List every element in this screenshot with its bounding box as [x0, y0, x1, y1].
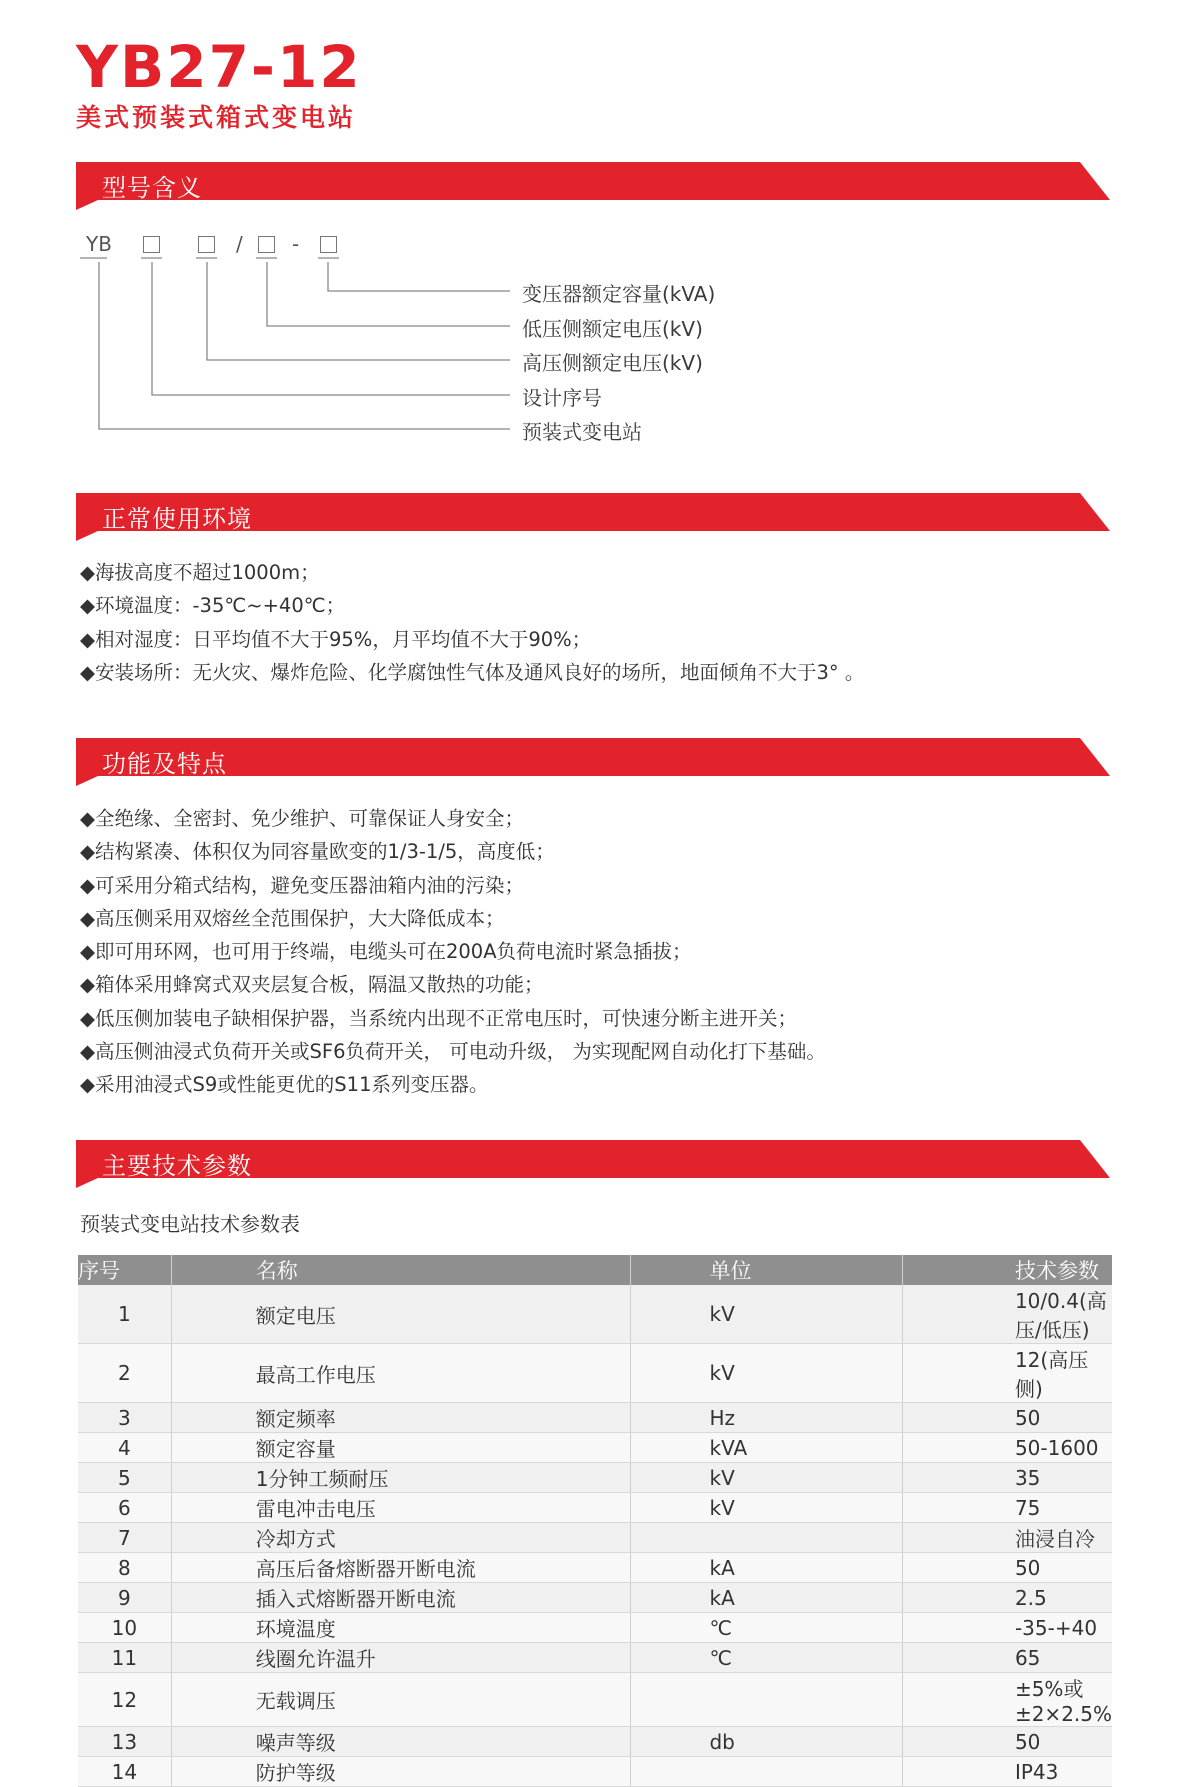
cell-name: 额定频率 — [171, 1403, 631, 1433]
code-slash: / — [236, 232, 243, 256]
cell-value: -35-+40 — [902, 1613, 1112, 1643]
section-title: 功能及特点 — [102, 750, 227, 778]
list-item: ◆高压侧油浸式负荷开关或SF6负荷开关， 可电动升级， 为实现配网自动化打下基础。 — [80, 1040, 826, 1064]
cell-name: 高压后备熔断器开断电流 — [171, 1553, 631, 1583]
code-label-capacity: 变压器额定容量(kVA) — [522, 282, 716, 306]
code-label-lv: 低压侧额定电压(kV) — [522, 317, 703, 341]
cell-index: 7 — [78, 1523, 171, 1553]
list-item: ◆即可用环网，也可用于终端，电缆头可在200A负荷电流时紧急插拔； — [80, 940, 692, 964]
list-item: ◆采用油浸式S9或性能更优的S11系列变压器。 — [80, 1073, 489, 1097]
cell-value: 10/0.4(高压/低压) — [902, 1285, 1112, 1344]
cell-value: IP43 — [902, 1757, 1112, 1787]
table-row — [78, 1285, 1112, 1344]
cell-index: 8 — [78, 1553, 171, 1583]
cell-index: 2 — [78, 1344, 171, 1403]
table-header-row — [78, 1255, 1112, 1285]
code-label-design: 设计序号 — [522, 386, 602, 410]
cell-index: 5 — [78, 1463, 171, 1493]
cell-unit: ℃ — [631, 1613, 902, 1643]
list-item: ◆相对湿度：日平均值不大于95%，月平均值不大于90%； — [80, 627, 592, 651]
cell-name: 环境温度 — [171, 1613, 631, 1643]
list-item: ◆环境温度：-35℃~+40℃； — [80, 594, 346, 618]
product-subtitle: 美式预装式箱式变电站 — [76, 103, 357, 132]
cell-unit: kA — [631, 1583, 902, 1613]
cell-name: 线圈允许温升 — [171, 1643, 631, 1673]
table-caption: 预装式变电站技术参数表 — [80, 1212, 300, 1236]
cell-value: 2.5 — [902, 1583, 1112, 1613]
section-banner-environment — [76, 493, 1110, 541]
cell-index: 10 — [78, 1613, 171, 1643]
list-item: ◆高压侧采用双熔丝全范围保护，大大降低成本； — [80, 906, 505, 930]
cell-index: 11 — [78, 1643, 171, 1673]
section-title: 正常使用环境 — [102, 505, 252, 533]
table-row — [78, 1433, 1112, 1463]
cell-value: 油浸自冷 — [902, 1523, 1112, 1553]
cell-index: 3 — [78, 1403, 171, 1433]
table-row — [78, 1493, 1112, 1523]
table-row — [78, 1583, 1112, 1613]
cell-value: 35 — [902, 1463, 1112, 1493]
cell-name: 防护等级 — [171, 1757, 631, 1787]
cell-value: ±5%或±2×2.5% — [902, 1673, 1112, 1727]
spec-table — [78, 1255, 1112, 1787]
cell-index: 4 — [78, 1433, 171, 1463]
header-value: 技术参数 — [902, 1255, 1112, 1285]
table-row — [78, 1757, 1112, 1787]
cell-name: 冷却方式 — [171, 1523, 631, 1553]
banner-shape — [76, 738, 1110, 786]
cell-value: 50 — [902, 1727, 1112, 1757]
list-item: ◆结构紧凑、体积仅为同容量欧变的1/3-1/5，高度低； — [80, 840, 555, 864]
table-row — [78, 1523, 1112, 1553]
table-row — [78, 1403, 1112, 1433]
header-name: 名称 — [171, 1255, 631, 1285]
cell-value: 50 — [902, 1553, 1112, 1583]
cell-name: 最高工作电压 — [171, 1344, 631, 1403]
list-item: ◆可采用分箱式结构，避免变压器油箱内油的污染； — [80, 873, 524, 897]
cell-index: 13 — [78, 1727, 171, 1757]
cell-unit: kVA — [631, 1433, 902, 1463]
cell-unit: kV — [631, 1344, 902, 1403]
table-row — [78, 1727, 1112, 1757]
code-dash: - — [292, 232, 300, 256]
cell-unit: Hz — [631, 1403, 902, 1433]
cell-unit: ℃ — [631, 1643, 902, 1673]
environment-list — [80, 556, 864, 689]
table-row — [78, 1613, 1112, 1643]
cell-name: 1分钟工频耐压 — [171, 1463, 631, 1493]
cell-name: 无载调压 — [171, 1673, 631, 1727]
table-row — [78, 1673, 1112, 1727]
cell-name: 插入式熔断器开断电流 — [171, 1583, 631, 1613]
code-label-station: 预装式变电站 — [522, 420, 642, 444]
table-row — [78, 1463, 1112, 1493]
cell-unit: kV — [631, 1463, 902, 1493]
cell-unit — [631, 1523, 902, 1553]
table-row — [78, 1344, 1112, 1403]
cell-index: 14 — [78, 1757, 171, 1787]
table-body — [78, 1285, 1112, 1787]
features-list — [80, 802, 826, 1102]
section-banner-specs — [76, 1140, 1110, 1188]
cell-index: 12 — [78, 1673, 171, 1727]
list-item: ◆箱体采用蜂窝式双夹层复合板，隔温又散热的功能； — [80, 973, 544, 997]
section-title: 型号含义 — [102, 174, 202, 202]
list-item: ◆海拔高度不超过1000m； — [80, 561, 320, 584]
cell-unit — [631, 1673, 902, 1727]
header-unit: 单位 — [631, 1255, 902, 1285]
table-row — [78, 1643, 1112, 1673]
list-item: ◆低压侧加装电子缺相保护器，当系统内出现不正常电压时，可快速分断主进开关； — [80, 1006, 797, 1030]
header-index: 序号 — [78, 1255, 171, 1285]
list-item: ◆全绝缘、全密封、免少维护、可靠保证人身安全； — [80, 807, 524, 830]
cell-value: 12(高压侧) — [902, 1344, 1112, 1403]
cell-index: 6 — [78, 1493, 171, 1523]
cell-unit: db — [631, 1727, 902, 1757]
code-label-hv: 高压侧额定电压(kV) — [522, 351, 703, 375]
cell-name: 额定电压 — [171, 1285, 631, 1344]
cell-unit — [631, 1757, 902, 1787]
cell-name: 雷电冲击电压 — [171, 1493, 631, 1523]
cell-index: 9 — [78, 1583, 171, 1613]
cell-value: 50-1600 — [902, 1433, 1112, 1463]
code-prefix: YB — [86, 232, 112, 256]
cell-unit: kV — [631, 1493, 902, 1523]
product-model-title: YB27-12 — [76, 33, 362, 101]
section-banner-features — [76, 738, 1110, 786]
cell-value: 65 — [902, 1643, 1112, 1673]
cell-name: 噪声等级 — [171, 1727, 631, 1757]
cell-value: 75 — [902, 1493, 1112, 1523]
cell-value: 50 — [902, 1403, 1112, 1433]
table-row — [78, 1553, 1112, 1583]
cell-name: 额定容量 — [171, 1433, 631, 1463]
cell-unit: kV — [631, 1285, 902, 1344]
section-title: 主要技术参数 — [102, 1152, 252, 1180]
list-item: ◆安装场所：无火灾、爆炸危险、化学腐蚀性气体及通风良好的场所，地面倾角不大于3° 。 — [80, 660, 865, 684]
cell-unit: kA — [631, 1553, 902, 1583]
cell-index: 1 — [78, 1285, 171, 1344]
